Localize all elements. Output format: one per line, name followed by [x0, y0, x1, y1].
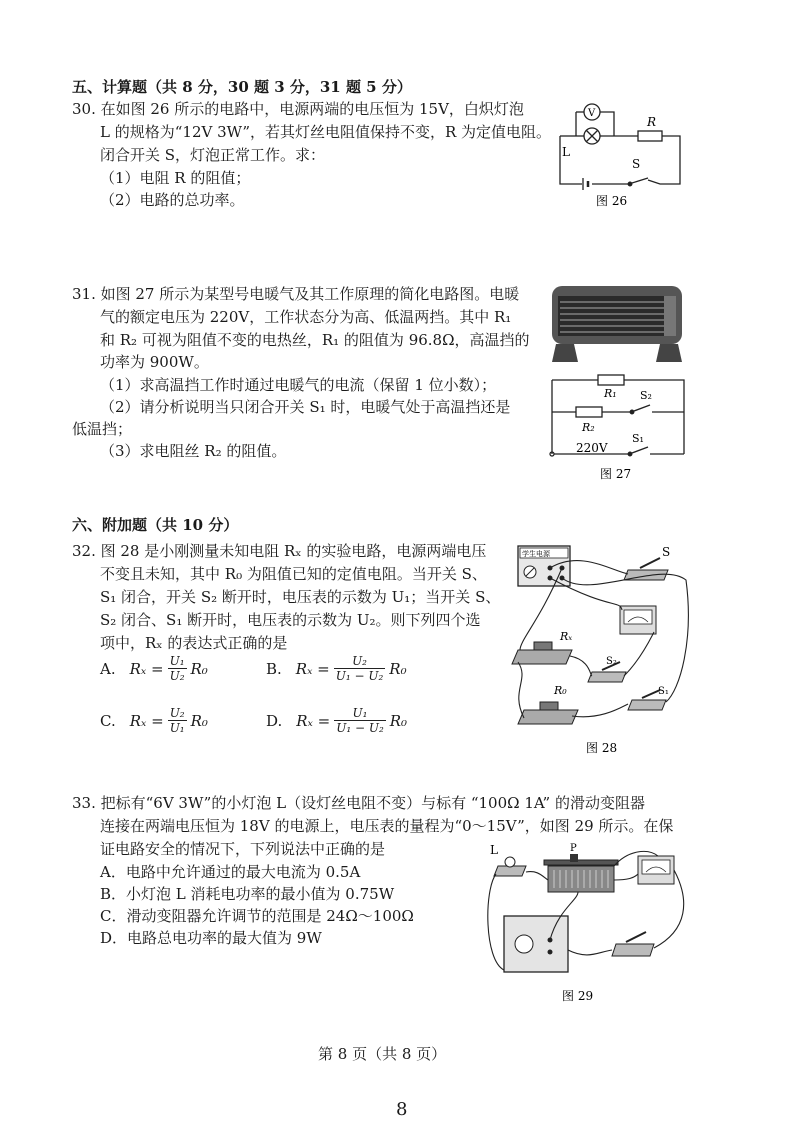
option-d-lhs: Rₓ =: [296, 711, 331, 730]
figure-29-apparatus: [478, 840, 692, 1008]
fig27-label-r1: R₁: [604, 387, 617, 400]
figure-28-apparatus: [510, 540, 694, 762]
q33-option-b: B．小灯泡 L 消耗电功率的最小值为 0.75W: [100, 885, 395, 903]
option-a-lhs: Rₓ =: [129, 659, 164, 678]
option-a-fraction: [168, 654, 187, 683]
q32-line3: S₁ 闭合，开关 S₂ 断开时，电压表的示数为 U₁；当开关 S、: [100, 588, 501, 606]
option-d-label: D.: [266, 711, 283, 730]
fig27-caption: 图 27: [600, 467, 632, 481]
q33-line3: 证电路安全的情况下，下列说法中正确的是: [100, 840, 386, 858]
fig26-label-v: V: [588, 108, 596, 119]
page-footer-text: 第 8 页（共 8 页）: [318, 1045, 447, 1063]
q30-sub1: （1）电阻 R 的阻值；: [100, 169, 251, 187]
option-b-label: B.: [266, 659, 282, 678]
fig27-label-s1: S₁: [632, 432, 644, 445]
option-a-denominator: U₂: [169, 669, 185, 683]
q30-line2: L 的规格为“12V 3W”，若其灯丝电阻值保持不变，R 为定值电阻。: [100, 123, 552, 141]
figure-27-circuit: [544, 368, 690, 486]
q31-sub3: （3）求电阻丝 R₂ 的阻值。: [100, 442, 287, 460]
option-b-denominator: U₁ − U₂: [335, 669, 384, 683]
fig28-caption: 图 28: [586, 741, 618, 755]
fig26-label-r: R: [647, 115, 657, 129]
option-c-rhs: R₀: [190, 711, 208, 730]
q32-option-a: [100, 654, 208, 683]
fig28-label-rx: Rₓ: [560, 630, 573, 643]
q32-option-d: [266, 706, 407, 735]
option-d-rhs: R₀: [389, 711, 408, 730]
q31-sub1: （1）求高温挡工作时通过电暖气的电流（保留 1 位小数）；: [100, 376, 497, 394]
option-a-label: A.: [100, 659, 116, 678]
fig27-label-s2: S₂: [640, 389, 652, 402]
section-5-heading: 五、计算题（共 8 分，30 题 3 分，31 题 5 分）: [72, 78, 412, 96]
option-c-label: C.: [100, 711, 116, 730]
fig28-label-s1: S₁: [658, 686, 669, 697]
fig26-label-s: S: [632, 157, 641, 171]
q33-line2: 连接在两端电压恒为 18V 的电源上，电压表的量程为“0～15V”，如图 29 所示。在保: [100, 817, 674, 835]
option-b-lhs: Rₓ =: [295, 659, 330, 678]
option-c-numerator: U₂: [169, 706, 185, 720]
q33-option-a: A．电路中允许通过的最大电流为 0.5A: [100, 863, 361, 881]
q32-line2: 不变且未知，其中 R₀ 为阻值已知的定值电阻。当开关 S、: [100, 565, 487, 583]
figure-27-heater-image: [548, 282, 686, 366]
q30-line1: 30. 在如图 26 所示的电路中，电源两端的电压恒为 15V，白炽灯泡: [72, 100, 524, 118]
option-c-fraction: [168, 706, 187, 735]
q33-option-c: C．滑动变阻器允许调节的范围是 24Ω～100Ω: [100, 907, 414, 925]
q30-line3: 闭合开关 S，灯泡正常工作。求：: [100, 146, 326, 164]
option-a-rhs: R₀: [190, 659, 208, 678]
fig29-label-l: L: [490, 843, 498, 857]
fig28-label-r0: R₀: [554, 684, 567, 697]
section-6-heading: 六、附加题（共 10 分）: [72, 516, 239, 534]
q32-option-b: [266, 654, 407, 683]
fig27-label-r2: R₂: [582, 421, 595, 434]
figure-26-circuit: [552, 98, 686, 210]
option-b-numerator: U₂: [334, 654, 386, 669]
option-b-fraction: [334, 654, 386, 683]
option-c-denominator: U₁: [169, 721, 185, 735]
q32-line1: 32. 图 28 是小刚测量未知电阻 Rₓ 的实验电路，电源两端电压: [72, 542, 487, 560]
option-a-numerator: U₁: [169, 654, 185, 668]
fig26-label-l: L: [562, 145, 570, 159]
q31-line3: 和 R₂ 可视为阻值不变的电热丝，R₁ 的阻值为 96.8Ω，高温挡的: [100, 331, 530, 349]
q30-sub2: （2）电路的总功率。: [100, 191, 245, 209]
option-c-lhs: Rₓ =: [129, 711, 164, 730]
option-d-numerator: U₁: [334, 706, 386, 721]
fig29-caption: 图 29: [562, 989, 594, 1003]
q32-line5: 项中，Rₓ 的表达式正确的是: [100, 634, 288, 652]
fig29-label-p: P: [570, 843, 577, 854]
q31-line4: 功率为 900W。: [100, 353, 209, 371]
fig28-label-s: S: [662, 545, 671, 559]
fig27-label-voltage: 220V: [576, 441, 608, 455]
option-b-rhs: R₀: [389, 659, 407, 678]
q33-option-d: D．电路总电功率的最大值为 9W: [100, 929, 322, 947]
q33-line1: 33. 把标有“6V 3W”的小灯泡 L（设灯丝电阻不变）与标有 “100Ω 1A” 的滑动变阻器: [72, 794, 645, 812]
option-d-fraction: [334, 706, 386, 735]
page-number: 8: [396, 1099, 408, 1120]
q31-sub2b: 低温挡；: [72, 420, 133, 438]
fig26-caption: 图 26: [596, 194, 628, 208]
fig28-label-s2: S₂: [606, 656, 617, 667]
fig28-psu-label: 学生电源: [522, 550, 550, 558]
q31-sub2a: （2）请分析说明当只闭合开关 S₁ 时，电暖气处于高温挡还是: [100, 398, 511, 416]
q32-line4: S₂ 闭合、S₁ 断开时，电压表的示数为 U₂。则下列四个选: [100, 611, 481, 629]
q31-line2: 气的额定电压为 220V，工作状态分为高、低温两挡。其中 R₁: [100, 308, 512, 326]
q32-option-c: [100, 706, 208, 735]
q31-line1: 31. 如图 27 所示为某型号电暖气及其工作原理的简化电路图。电暖: [72, 285, 520, 303]
option-d-denominator: U₁ − U₂: [336, 721, 384, 735]
